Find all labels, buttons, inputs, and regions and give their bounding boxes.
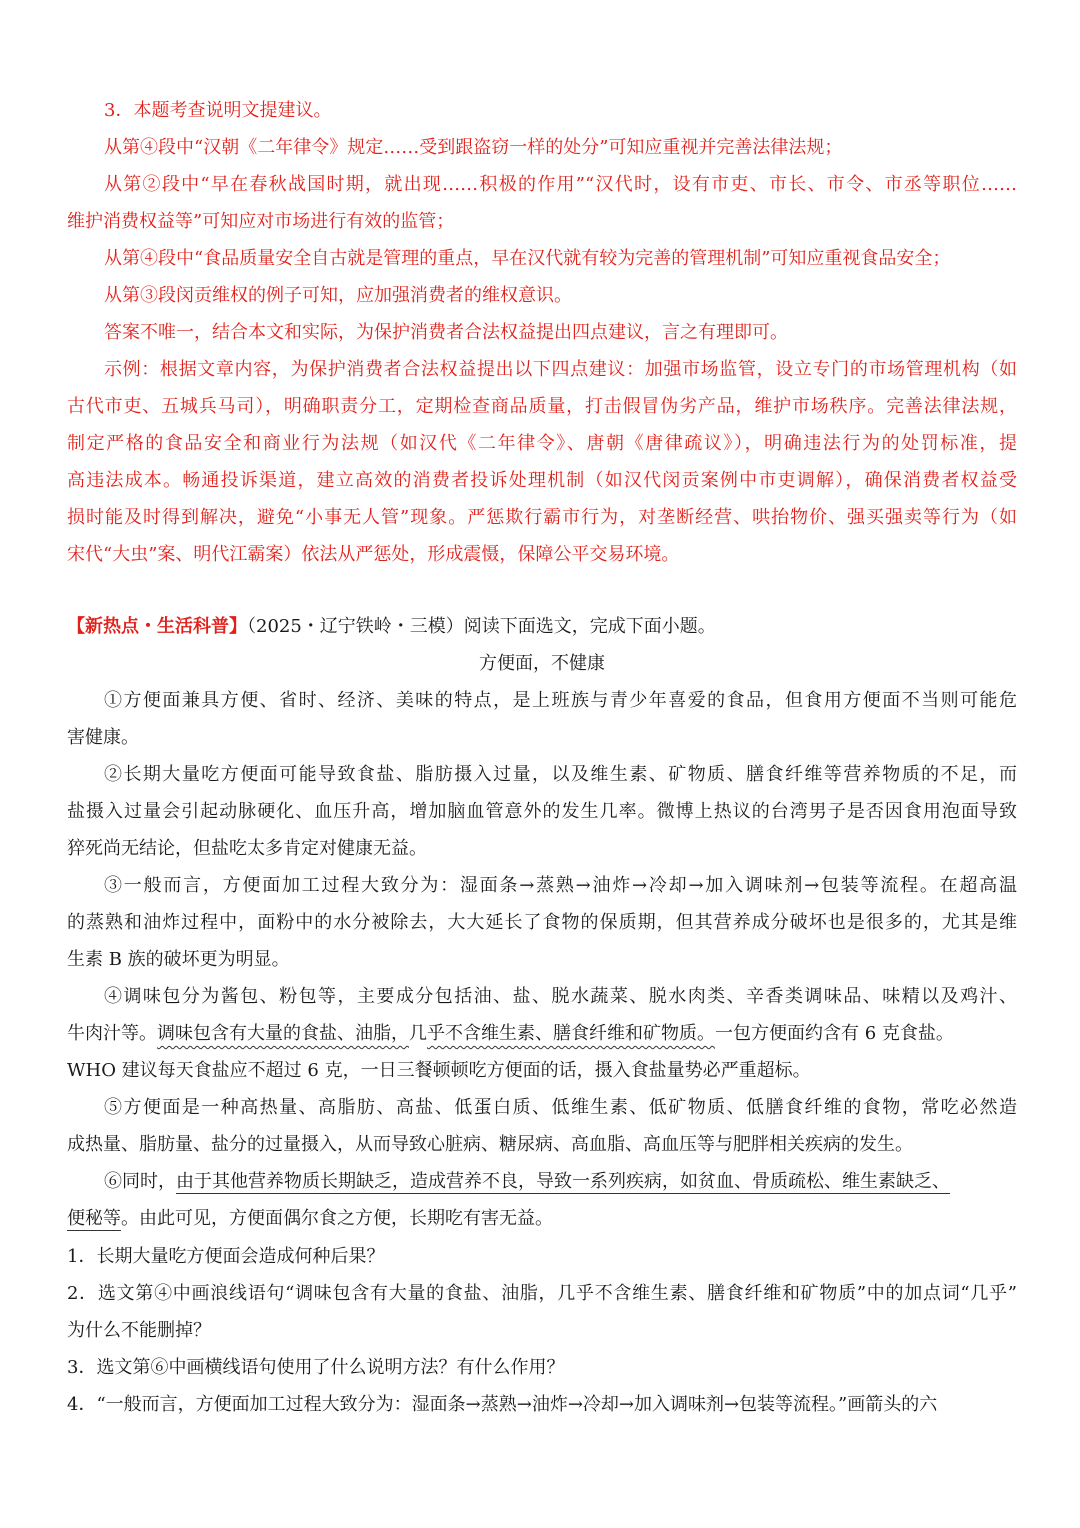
question-2-continued: 为什么不能删掉？ <box>67 1320 211 1341</box>
article-line: 的蒸熟和油炸过程中，面粉中的水分被除去，大大延长了食物的保质期，但其营养成分破坏也是很多的，尤其是维 <box>67 912 1017 933</box>
answer-line: 3．本题考查说明文提建议。 <box>104 100 332 121</box>
emphasis-dot-word: 几 <box>557 1275 575 1312</box>
answer-line: 答案不唯一，结合本文和实际，为保护消费者合法权益提出四点建议，言之有理即可。 <box>104 322 788 343</box>
answer-line: 维护消费权益等”可知应对市场进行有效的监管； <box>67 211 455 232</box>
article-text: 。由此可见，方便面偶尔食之方便，长期吃有害无益。 <box>121 1208 553 1229</box>
article-line <box>67 1015 1017 1052</box>
wavy-text: 乎不含维生素、膳食纤维和矿物质。 <box>427 1023 715 1044</box>
answer-line: 从第②段中“早在春秋战国时期，就出现……积极的作用”“汉代时，设有市吏、市长、市令、市丞等职位…… <box>104 174 1017 195</box>
answer-line: 从第④段中“汉朝《二年律令》规定……受到跟盗窃一样的处分”可知应重视并完善法律法规； <box>104 137 843 158</box>
answer-line: 从第③段闵贡维权的例子可知，应加强消费者的维权意识。 <box>104 285 572 306</box>
article-line: 猝死尚无结论，但盐吃太多肯定对健康无益。 <box>67 838 427 859</box>
article-line: 盐摄入过量会引起动脉硬化、血压升高，增加脑血管意外的发生几率。微博上热议的台湾男子是否因食用泡面导致 <box>67 801 1017 822</box>
wavy-underlined-sentence <box>157 1023 715 1044</box>
article-title: 方便面，不健康 <box>479 653 605 674</box>
answer-line: 高违法成本。畅通投诉渠道，建立高效的消费者投诉处理机制（如汉代闵贡案例中市吏调解），确保消费者权益受 <box>67 470 1017 491</box>
article-body <box>67 682 1017 1237</box>
article-text: 一包方便面约含有 6 克食盐。 <box>715 1023 954 1044</box>
article-text: ⑥同时， <box>104 1171 176 1192</box>
answer-line: 宋代“大虫”案、明代江霸案）依法从严惩处，形成震慑，保障公平交易环境。 <box>67 544 680 565</box>
answer-line: 示例：根据文章内容，为保护消费者合法权益提出以下四点建议：加强市场监管，设立专门的市场管理机构（如 <box>104 359 1017 380</box>
answer-line: 损时能及时得到解决，避免“小事无人管”现象。严惩欺行霸市行为，对垄断经营、哄抬物价、强买强卖等行为（如 <box>67 507 1017 528</box>
article-line: WHO 建议每天食盐应不超过 6 克，一日三餐顿顿吃方便面的话，摄入食盐量势必严重超标。 <box>67 1060 811 1081</box>
article-line: ③一般而言，方便面加工过程大致分为：湿面条→蒸熟→油炸→冷却→加入调味剂→包装等流程。在超高温 <box>104 875 1017 896</box>
answer-explanation <box>67 92 1017 573</box>
underlined-sentence: 由于其他营养物质长期缺乏，造成营养不良，导致一系列疾病，如贫血、骨质疏松、维生素缺乏、 <box>176 1171 950 1192</box>
question-2 <box>67 1275 1017 1312</box>
answer-line: 从第④段中“食品质量安全自古就是管理的重点，早在汉代就有较为完善的管理机制”可知应重视食品安全； <box>104 248 951 269</box>
section-header <box>67 608 1017 682</box>
question-1: 1．长期大量吃方便面会造成何种后果？ <box>67 1246 385 1267</box>
answer-line: 制定严格的食品安全和商业行为法规（如汉代《二年律令》、唐朝《唐律疏议》），明确违法行为的处罚标准，提 <box>67 433 1017 454</box>
question-text: 乎不含维生素、膳食纤维和矿物质”中的加点词“几乎” <box>575 1283 1017 1304</box>
questions <box>67 1238 1017 1423</box>
question-3: 3．选文第⑥中画横线语句使用了什么说明方法？有什么作用？ <box>67 1357 565 1378</box>
underlined-sentence: 便秘等 <box>67 1208 121 1229</box>
wavy-text: 调味包含有大量的食盐、油脂， <box>157 1023 409 1044</box>
article-line: 害健康。 <box>67 727 139 748</box>
article-line <box>67 1163 1017 1200</box>
answer-line: 古代市吏、五城兵马司），明确职责分工，定期检查商品质量，打击假冒伪劣产品，维护市场秩序。完善法律法规， <box>67 396 1017 417</box>
article-line: 成热量、脂肪量、盐分的过量摄入，从而导致心脏病、糖尿病、高血脂、高血压等与肥胖相关疾病的发生。 <box>67 1134 913 1155</box>
section-tag: 【新热点・生活科普】 <box>67 616 247 637</box>
article-line <box>67 1200 1017 1237</box>
article-line: ⑤方便面是一种高热量、高脂肪、高盐、低蛋白质、低维生素、低矿物质、低膳食纤维的食物，常吃必然造 <box>104 1097 1017 1118</box>
article-line: ①方便面兼具方便、省时、经济、美味的特点，是上班族与青少年喜爱的食品，但食用方便面不当则可能危 <box>104 690 1017 711</box>
article-text: 牛肉汁等。 <box>67 1023 157 1044</box>
article-line: ②长期大量吃方便面可能导致食盐、脂肪摄入过量，以及维生素、矿物质、膳食纤维等营养物质的不足，而 <box>104 764 1017 785</box>
article-line: 生素 B 族的破坏更为明显。 <box>67 949 290 970</box>
section-source: （2025・辽宁铁岭・三模）阅读下面选文，完成下面小题。 <box>247 616 716 637</box>
section-intro <box>67 608 1017 645</box>
article-line: ④调味包分为酱包、粉包等，主要成分包括油、盐、脱水蔬菜、脱水肉类、辛香类调味品、味精以及鸡汁、 <box>104 986 1017 1007</box>
emphasis-dot-word: 几 <box>409 1015 427 1052</box>
question-4: 4．“一般而言，方便面加工过程大致分为：湿面条→蒸熟→油炸→冷却→加入调味剂→包装等流程。”画箭头的六 <box>67 1394 938 1415</box>
question-text: 2．选文第④中画浪线语句“调味包含有大量的食盐、油脂， <box>67 1283 558 1304</box>
